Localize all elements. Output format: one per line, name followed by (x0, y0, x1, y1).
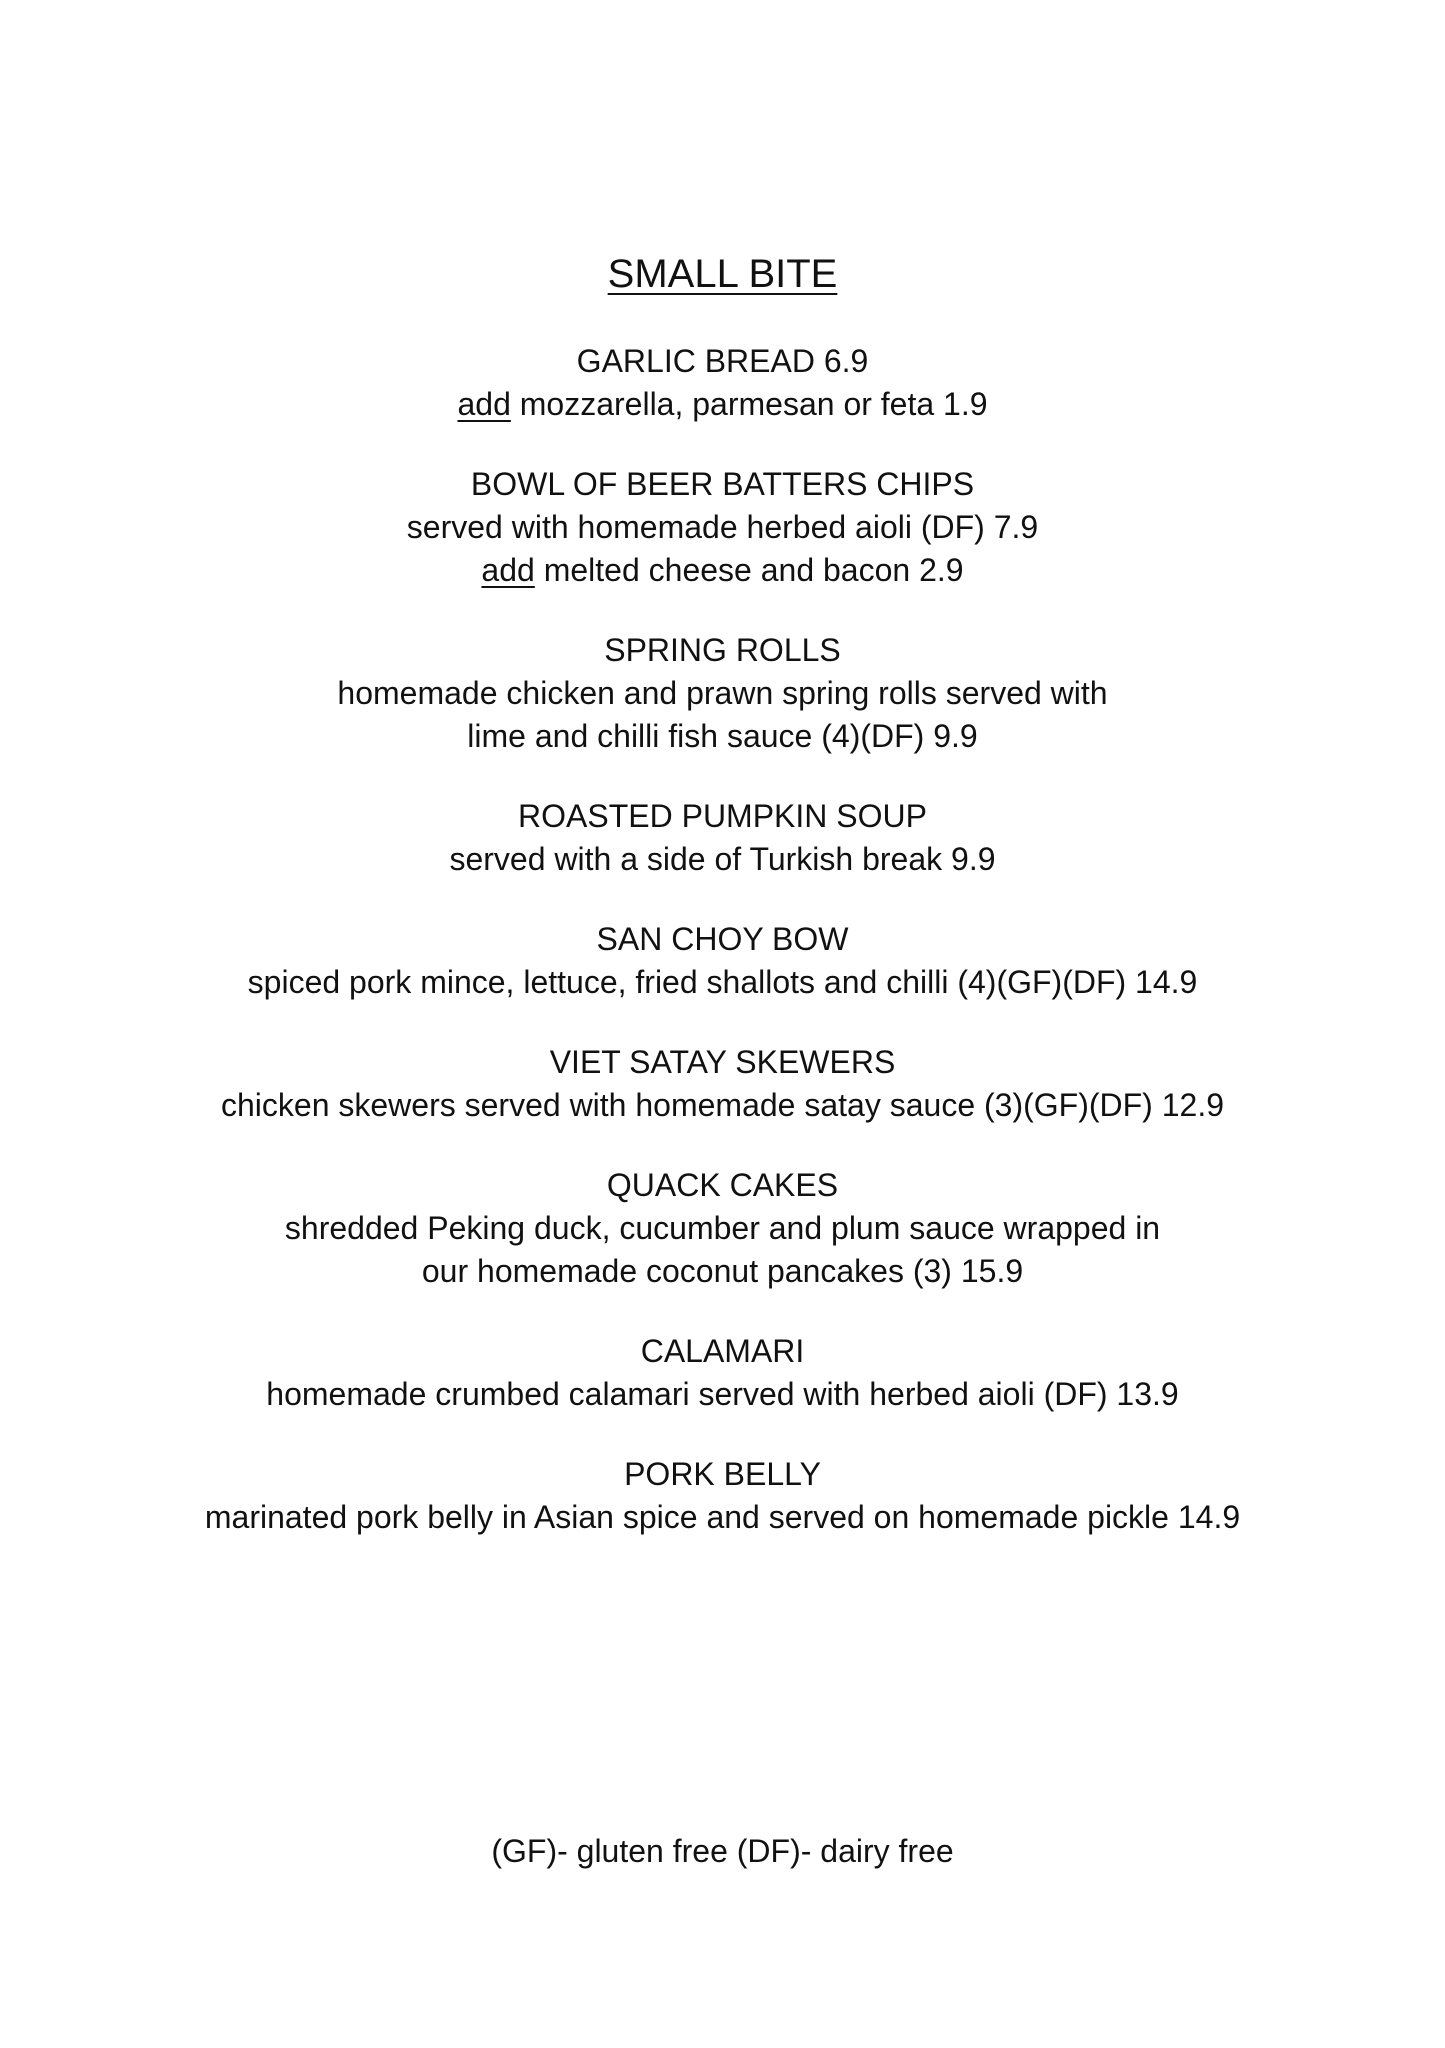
menu-item-name: SPRING ROLLS (604, 632, 841, 668)
menu-item-price: 6.9 (823, 343, 869, 379)
menu-item-name-line (0, 795, 1445, 838)
addon-prefix: add (481, 552, 535, 588)
menu-item-description: marinated pork belly in Asian spice and served on homemade pickle 14.9 (204, 1499, 1241, 1535)
menu-item-addon (0, 383, 1445, 426)
menu-item (0, 1330, 1445, 1416)
menu-item-name-line (0, 918, 1445, 961)
menu-item-description: served with a side of Turkish break 9.9 (449, 841, 996, 877)
addon-text: mozzarella, parmesan or feta 1.9 (519, 386, 988, 422)
menu-item-description: shredded Peking duck, cucumber and plum sauce wrapped in (284, 1210, 1161, 1246)
menu-item-description: our homemade coconut pancakes (3) 15.9 (421, 1253, 1024, 1289)
menu-title-text: SMALL BITE (607, 252, 838, 296)
menu-item-description: served with homemade herbed aioli (DF) 7.9 (406, 509, 1039, 545)
menu-item (0, 463, 1445, 592)
addon-prefix: add (457, 386, 511, 422)
menu-item (0, 629, 1445, 758)
menu-item-name-line (0, 629, 1445, 672)
menu-item-addon (0, 549, 1445, 592)
menu-item-name: VIET SATAY SKEWERS (549, 1044, 896, 1080)
menu-item-description: lime and chilli fish sauce (4)(DF) 9.9 (467, 718, 978, 754)
dietary-footnote: (GF)- gluten free (DF)- dairy free (491, 1833, 954, 1869)
menu-item (0, 1041, 1445, 1127)
menu-item-description: chicken skewers served with homemade satay sauce (3)(GF)(DF) 12.9 (220, 1087, 1224, 1123)
menu-item-name-line (0, 1330, 1445, 1373)
menu-item-name: QUACK CAKES (606, 1167, 839, 1203)
menu-item-name: PORK BELLY (624, 1456, 821, 1492)
menu-item (0, 918, 1445, 1004)
menu-title (0, 250, 1445, 298)
menu-item-name: GARLIC BREAD (576, 343, 815, 379)
menu-item-name: BOWL OF BEER BATTERS CHIPS (470, 466, 975, 502)
menu-item (0, 340, 1445, 426)
menu-item-name-line (0, 1453, 1445, 1496)
menu-item-name-line (0, 1164, 1445, 1207)
menu-item-name: SAN CHOY BOW (596, 921, 849, 957)
menu-item-description: homemade crumbed calamari served with herbed aioli (DF) 13.9 (266, 1376, 1179, 1412)
menu-item-name-line (0, 340, 1445, 383)
menu-items-list (0, 340, 1445, 1576)
menu-item (0, 795, 1445, 881)
menu-item (0, 1453, 1445, 1539)
menu-item-name-line (0, 1041, 1445, 1084)
menu-item-name-line (0, 463, 1445, 506)
menu-item (0, 1164, 1445, 1293)
addon-text: melted cheese and bacon 2.9 (543, 552, 964, 588)
menu-item-name: ROASTED PUMPKIN SOUP (518, 798, 927, 834)
menu-item-description: spiced pork mince, lettuce, fried shallots and chilli (4)(GF)(DF) 14.9 (247, 964, 1198, 1000)
menu-item-name: CALAMARI (640, 1333, 805, 1369)
menu-item-description: homemade chicken and prawn spring rolls served with (337, 675, 1108, 711)
